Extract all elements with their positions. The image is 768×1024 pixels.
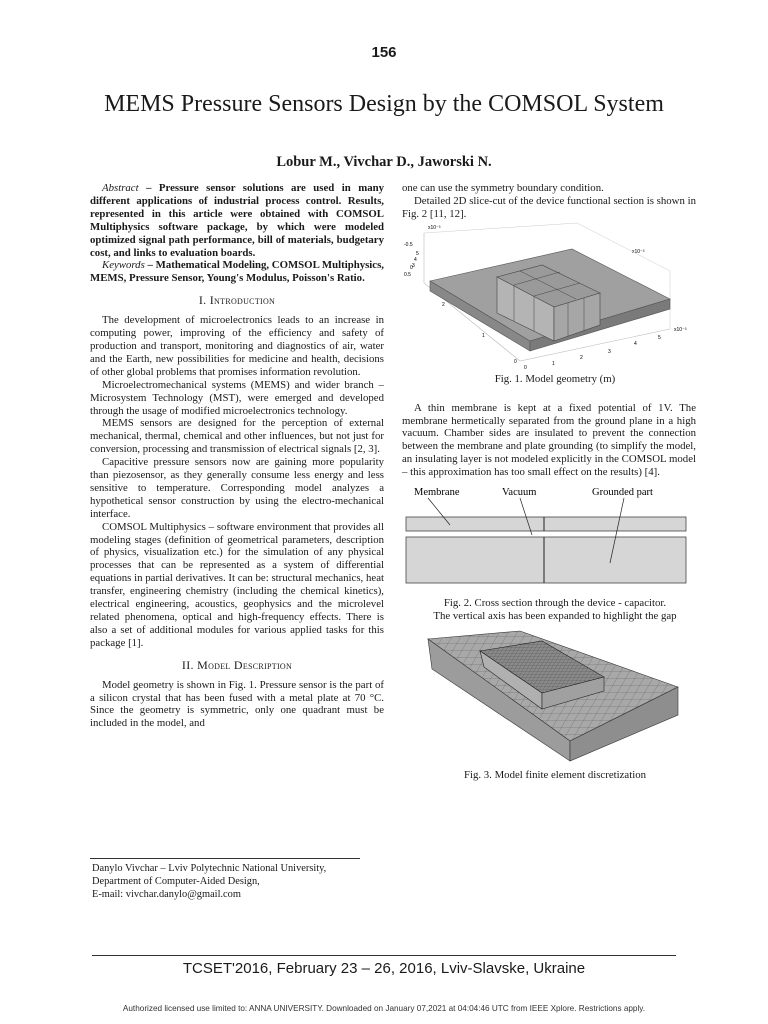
abstract-text: – Pressure sensor solutions are used in many different applications of industrial process control. Results, represented in this article were obtained with COMSOL Multiphysics software package, by which were modeled optimized signal path performance, bill of materials, budgetary cost, and links to evaluation boards. xyxy=(90,182,384,259)
fig1-axis-label: -0.5 xyxy=(404,241,413,248)
fig1-axis-label: 0 xyxy=(410,264,413,271)
fig1-axis-label: 1 xyxy=(482,332,485,339)
fig2-label-membrane: Membrane xyxy=(414,487,460,499)
figure-1-model-geometry xyxy=(402,221,696,373)
fig1-axis-label: 4 xyxy=(414,256,417,263)
membrane-layer xyxy=(406,517,686,531)
fig1-axis-label: x10⁻³ xyxy=(674,326,687,333)
figure-3-caption: Fig. 3. Model finite element discretization xyxy=(463,768,646,781)
paragraph: Model geometry is shown in Fig. 1. Pressure sensor is the part of a silicon crystal that has been fused with a metal plate at 70 °C. Since the geometry is symmetric, only one quadrant must be included in the model, and xyxy=(90,678,384,730)
footnote-email: E-mail: vivchar.danylo@gmail.com xyxy=(92,889,241,900)
fig2-label-vacuum: Vacuum xyxy=(502,487,537,499)
fig1-axis-label: 1 xyxy=(552,360,555,367)
figure-2-cross-section xyxy=(402,485,696,597)
abstract-label: Abstract xyxy=(102,182,139,194)
fig1-axis-label: 2 xyxy=(580,354,583,361)
footnote-line: Danylo Vivchar – Lviv Polytechnic National University, xyxy=(92,863,327,874)
fig1-axis-label: 4 xyxy=(634,340,637,347)
fig1-axis-label: 5 xyxy=(416,250,419,257)
paragraph: one can use the symmetry boundary condition. xyxy=(402,182,604,194)
section-title-model: II. Model Description xyxy=(181,657,293,672)
keywords-text: – Mathematical Modeling, COMSOL Multiphysics, MEMS, Pressure Sensor, Young's Modulus, Poisson's Ratio. xyxy=(90,259,384,285)
fig1-axis-label: 0 xyxy=(514,358,517,365)
license-notice: Authorized licensed use limited to: ANNA UNIVERSITY. Downloaded on January 07,2021 at 04:04:46 UTC from IEEE Xplore. Restrictions apply. xyxy=(122,1004,646,1013)
author-footnote xyxy=(92,862,392,901)
conference-footer: TCSET'2016, February 23 – 26, 2016, Lviv-Slavske, Ukraine xyxy=(182,960,586,977)
paragraph: COMSOL Multiphysics – software environment that provides all modeling stages (definition of geometrical parameters, description of physics, visualization etc.) for the simulation of any physical processes that can be represented as a system of differential equations in partial derivatives. It can be: structural mechanics, heat transfer, engineering chemistry (including the chemical kinetics), electrical engineering, acoustics, geophysics and the microlevel related phenomena, optical and high-frequency effects. There is also a set of additional modules for various applied tasks for this package [1]. xyxy=(90,520,384,649)
figure-2-caption: Fig. 2. Cross section through the device - capacitor. xyxy=(443,597,667,610)
footnote-line: Department of Computer-Aided Design, xyxy=(92,876,260,887)
footer-divider xyxy=(92,955,676,956)
fig1-axis-label: 2 xyxy=(442,301,445,308)
paragraph: MEMS sensors are designed for the perception of external mechanical, thermal, chemical and other influences, but not just for conversion, processing and transmission of electrical signals [2, 3]. xyxy=(90,417,384,456)
paragraph: The development of microelectronics leads to an increase in computing power, improving of the efficiency and safety of production and transport, monitoring and diagnostics of air, water and the Earth, new possibilities for medicine and health, decisions of other global problems that promises information revolution. xyxy=(90,314,384,378)
paragraph: Capacitive pressure sensors now are gaining more popularity than piezosensor, as they generally consume less energy and less sensitive to temperature. Corresponding model analyzes a hypothetical sensor construction by using the electro-mechanical interface. xyxy=(90,456,384,520)
fig1-axis-label: 3 xyxy=(608,348,611,355)
fig1-axis-label: 0 xyxy=(524,364,527,371)
paragraph: Detailed 2D slice-cut of the device functional section is shown in Fig. 2 [11, 12]. xyxy=(402,194,696,220)
authors: Lobur M., Vivchar D., Jaworski N. xyxy=(276,154,492,170)
fig1-axis-label: 3 xyxy=(412,262,415,269)
keywords xyxy=(90,259,384,285)
fig1-axis-label: 0.5 xyxy=(404,271,411,278)
section-title-introduction: I. Introduction xyxy=(198,293,276,308)
fig1-axis-label: x10⁻³ xyxy=(632,248,645,255)
fig1-axis-label: 5 xyxy=(658,334,661,341)
page-number: 156 xyxy=(371,44,397,61)
paragraph: Microelectromechanical systems (MEMS) and wider branch – Microsystem Technology (MST), were emerged and developed through the usage of modified microelectronics technology. xyxy=(90,378,384,417)
figure-3-mesh xyxy=(402,629,696,769)
footnote-divider xyxy=(90,858,360,859)
fig1-axis-label: x10⁻³ xyxy=(428,224,441,231)
left-column xyxy=(90,182,384,730)
grounded-layer xyxy=(406,537,686,583)
keywords-label: Keywords xyxy=(102,259,145,272)
paper-title: MEMS Pressure Sensors Design by the COMSOL System xyxy=(104,91,664,117)
right-column xyxy=(402,182,696,782)
figure-1-caption: Fig. 1. Model geometry (m) xyxy=(494,372,616,385)
paragraph: A thin membrane is kept at a fixed potential of 1V. The membrane hermetically separated from the ground plane in a high vacuum. Chamber sides are insulated to prevent the connection between the membrane and plate grounding (to simplify the model, an insulating layer is not modeled explicitly in the COMSOL model – this approximation has too small effect on the results) [4]. xyxy=(402,401,696,479)
figure-2-caption-line2: The vertical axis has been expanded to highlight the gap xyxy=(433,609,677,622)
fig2-label-grounded: Grounded part xyxy=(592,487,653,499)
abstract xyxy=(90,182,384,259)
